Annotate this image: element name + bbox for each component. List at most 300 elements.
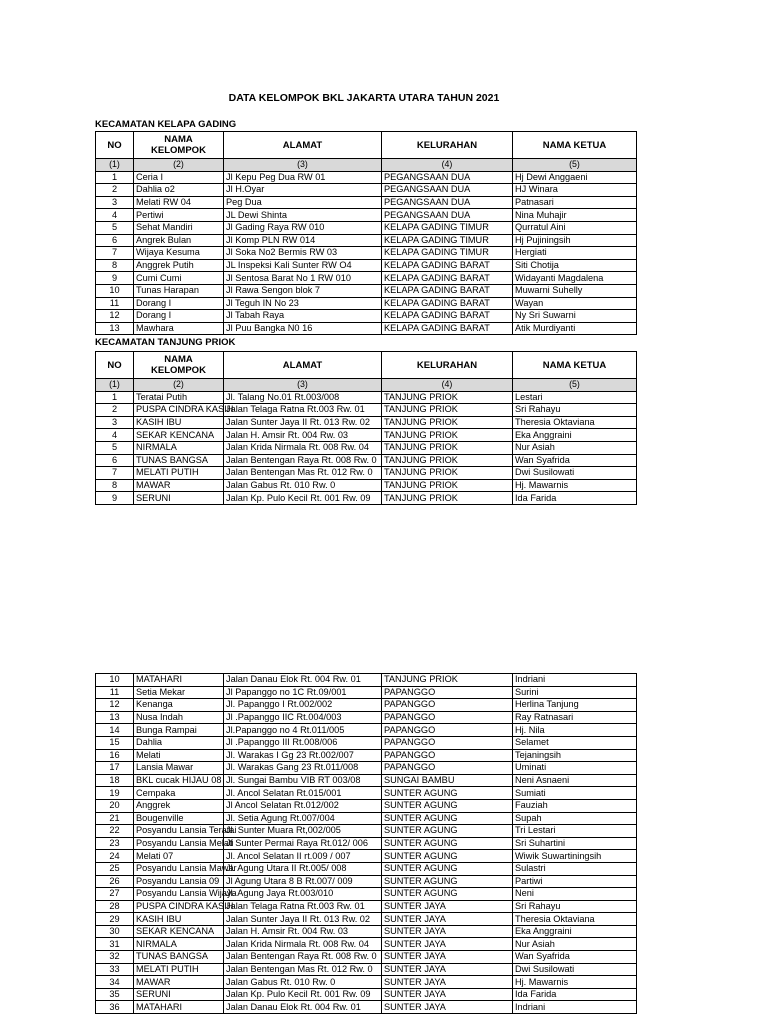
table-row (96, 913, 637, 926)
table-cell: KASIH IBU (134, 913, 224, 926)
table-row (96, 736, 637, 749)
table-cell: HJ Winara (513, 184, 637, 197)
table-cell: Surini (513, 686, 637, 699)
table-cell: PEGANGSAAN DUA (382, 196, 513, 209)
table-cell: 15 (96, 736, 134, 749)
table-cell: Neni (513, 888, 637, 901)
column-index: (3) (224, 379, 382, 392)
table-cell: SUNTER AGUNG (382, 787, 513, 800)
table-cell: 34 (96, 976, 134, 989)
table-cell: 7 (96, 247, 134, 260)
table-cell: SEKAR KENCANA (134, 925, 224, 938)
table-cell: Jl .Papanggo IIC Rt.004/003 (224, 711, 382, 724)
table-cell: Angrek Bulan (134, 234, 224, 247)
table-row (96, 247, 637, 260)
table-cell: 17 (96, 762, 134, 775)
table-cell: Jl H.Oyar (224, 184, 382, 197)
table-cell: MAWAR (134, 479, 224, 492)
column-index: (1) (96, 159, 134, 172)
table-row (96, 976, 637, 989)
table-row (96, 862, 637, 875)
table-row (96, 925, 637, 938)
table-cell: Tunas Harapan (134, 284, 224, 297)
table-cell: SUNTER JAYA (382, 951, 513, 964)
section-title-tanjung-priok: KECAMATAN TANJUNG PRIOK (95, 337, 236, 348)
table-cell: Jl Puu Bangka N0 16 (224, 322, 382, 335)
table-cell: Jl .Papanggo III Rt.008/006 (224, 736, 382, 749)
table-cell: PAPANGGO (382, 686, 513, 699)
table-cell: Selamet (513, 736, 637, 749)
table-cell: TUNAS BANGSA (134, 951, 224, 964)
table-cell: KELAPA GADING BARAT (382, 259, 513, 272)
table-cell: TANJUNG PRIOK (382, 404, 513, 417)
table-cell: KELAPA GADING TIMUR (382, 221, 513, 234)
table-cell: Supah (513, 812, 637, 825)
table-row (96, 686, 637, 699)
table-cell: SEKAR KENCANA (134, 429, 224, 442)
table-cell: Hergiati (513, 247, 637, 260)
table-cell: Dahlia (134, 736, 224, 749)
table-row (96, 272, 637, 285)
table-row (96, 184, 637, 197)
table-cell: 36 (96, 1001, 134, 1014)
table-cell: Jalan Kp. Pulo Kecil Rt. 001 Rw. 09 (224, 988, 382, 1001)
table-cell: Partiwi (513, 875, 637, 888)
table-cell: 4 (96, 429, 134, 442)
table-cell: Jl. Talang No.01 Rt.003/008 (224, 391, 382, 404)
table-cell: 10 (96, 284, 134, 297)
table-cell: PUSPA CINDRA KASIH (134, 404, 224, 417)
table-cell: 25 (96, 862, 134, 875)
table-cell: TANJUNG PRIOK (382, 416, 513, 429)
table-cell: Widayanti Magdalena (513, 272, 637, 285)
table-cell: KELAPA GADING BARAT (382, 272, 513, 285)
table-row (96, 310, 637, 323)
tanjung-priok-table (95, 351, 637, 505)
table-cell: Jl Sunter Permai Raya Rt.012/ 006 (224, 837, 382, 850)
table-cell: Jl Kepu Peg Dua RW 01 (224, 171, 382, 184)
table-row (96, 938, 637, 951)
table-cell: Jl. Warakas Gang 23 Rt.011/008 (224, 762, 382, 775)
table-cell: 2 (96, 184, 134, 197)
table-cell: 6 (96, 234, 134, 247)
table-row (96, 988, 637, 1001)
table-cell: Teratai Putih (134, 391, 224, 404)
table-cell: 5 (96, 221, 134, 234)
table-cell: SUNTER AGUNG (382, 850, 513, 863)
table-row (96, 492, 637, 505)
table-cell: 4 (96, 209, 134, 222)
table-cell: Jl. Ancol Selatan Rt.015/001 (224, 787, 382, 800)
table-cell: 30 (96, 925, 134, 938)
table-cell: KELAPA GADING BARAT (382, 322, 513, 335)
column-header: NO (96, 352, 134, 379)
table-cell: 28 (96, 900, 134, 913)
table-cell: Ceria I (134, 171, 224, 184)
table-cell: Jalan H. Amsir Rt. 004 Rw. 03 (224, 429, 382, 442)
table-row (96, 837, 637, 850)
table-cell: 35 (96, 988, 134, 1001)
table-cell: 12 (96, 310, 134, 323)
table-cell: KASIH IBU (134, 416, 224, 429)
table-cell: Jl Gading Raya RW 010 (224, 221, 382, 234)
table-cell: TANJUNG PRIOK (382, 674, 513, 687)
column-index: (2) (134, 159, 224, 172)
table-cell: Dahlia o2 (134, 184, 224, 197)
table-cell: Indriani (513, 674, 637, 687)
table-cell: 29 (96, 913, 134, 926)
table-cell: PAPANGGO (382, 749, 513, 762)
table-cell: Sumiati (513, 787, 637, 800)
table-cell: 26 (96, 875, 134, 888)
table-row (96, 322, 637, 335)
table-cell: KELAPA GADING TIMUR (382, 247, 513, 260)
table-cell: SUNTER JAYA (382, 1001, 513, 1014)
table-row (96, 297, 637, 310)
table-cell: NIRMALA (134, 441, 224, 454)
table-cell: Dwi Susilowati (513, 963, 637, 976)
table-cell: Cumi Cumi (134, 272, 224, 285)
table-cell: SUNTER JAYA (382, 913, 513, 926)
table-cell: Nur Asiah (513, 938, 637, 951)
table-cell: 1 (96, 171, 134, 184)
table-cell: Jl. Agung Utara II Rt.005/ 008 (224, 862, 382, 875)
table-cell: BKL cucak HIJAU 08 (134, 774, 224, 787)
table-cell: Posyandu Lansia Wijaya (134, 888, 224, 901)
table-cell: Wiwik Suwartiningsih (513, 850, 637, 863)
table-cell: Sri Rahayu (513, 900, 637, 913)
table-cell: Eka Anggraini (513, 925, 637, 938)
table-cell: Jl Tabah Raya (224, 310, 382, 323)
table-cell: Ray Ratnasari (513, 711, 637, 724)
table-cell: TANJUNG PRIOK (382, 467, 513, 480)
table-cell: Wan Syafrida (513, 951, 637, 964)
table-cell: Fauziah (513, 799, 637, 812)
table-cell: Hj Dewi Anggaeni (513, 171, 637, 184)
column-index: (4) (382, 379, 513, 392)
table-cell: Jl. Papanggo I Rt.002/002 (224, 699, 382, 712)
table-cell: Kenanga (134, 699, 224, 712)
table-cell: 3 (96, 416, 134, 429)
table-cell: 12 (96, 699, 134, 712)
table-cell: Posyandu Lansia Teratai (134, 825, 224, 838)
table-cell: SUNTER JAYA (382, 963, 513, 976)
table-cell: Mawhara (134, 322, 224, 335)
table-row (96, 171, 637, 184)
table-cell: Herlina Tanjung (513, 699, 637, 712)
table-cell: PAPANGGO (382, 762, 513, 775)
table-cell: SUNGAI BAMBU (382, 774, 513, 787)
table-cell: Bunga Rampai (134, 724, 224, 737)
table-row (96, 221, 637, 234)
table-row (96, 951, 637, 964)
document-title: DATA KELOMPOK BKL JAKARTA UTARA TAHUN 2021 (228, 92, 500, 104)
table-cell: PAPANGGO (382, 711, 513, 724)
table-cell: 1 (96, 391, 134, 404)
table-cell: 32 (96, 951, 134, 964)
table-cell: KELAPA GADING BARAT (382, 297, 513, 310)
column-header: NAMA KETUA (513, 352, 637, 379)
table-cell: MELATI PUTIH (134, 467, 224, 480)
table-cell: 11 (96, 297, 134, 310)
table-row (96, 209, 637, 222)
table-cell: PEGANGSAAN DUA (382, 184, 513, 197)
column-index: (5) (513, 159, 637, 172)
table-cell: Tejaningsih (513, 749, 637, 762)
table-row (96, 888, 637, 901)
table-row (96, 391, 637, 404)
table-cell: 9 (96, 272, 134, 285)
table-row (96, 467, 637, 480)
table-cell: Jalan Gabus Rt. 010 Rw. 0 (224, 976, 382, 989)
table-row (96, 774, 637, 787)
table-cell: Jl. Setia Agung Rt.007/004 (224, 812, 382, 825)
table-cell: TANJUNG PRIOK (382, 479, 513, 492)
column-index: (3) (224, 159, 382, 172)
table-row (96, 479, 637, 492)
table-row (96, 799, 637, 812)
column-index: (1) (96, 379, 134, 392)
table-cell: Hj Pujiningsih (513, 234, 637, 247)
table-cell: Peg Dua (224, 196, 382, 209)
table-cell: Jalan Sunter Jaya II Rt. 013 Rw. 02 (224, 913, 382, 926)
table-cell: 19 (96, 787, 134, 800)
table-cell: Nusa Indah (134, 711, 224, 724)
table-cell: SUNTER JAYA (382, 938, 513, 951)
table-cell: Jl Ancol Selatan Rt.012/002 (224, 799, 382, 812)
column-index: (2) (134, 379, 224, 392)
table-cell: Tri Lestari (513, 825, 637, 838)
table-row (96, 284, 637, 297)
table-cell: Nina Muhajir (513, 209, 637, 222)
table-cell: Nur Asiah (513, 441, 637, 454)
table-cell: KELAPA GADING BARAT (382, 284, 513, 297)
table-cell: 9 (96, 492, 134, 505)
table-cell: Jalan Sunter Jaya II Rt. 013 Rw. 02 (224, 416, 382, 429)
table-cell: Setia Mekar (134, 686, 224, 699)
column-index: (5) (513, 379, 637, 392)
column-header: NAMA KELOMPOK (134, 352, 224, 379)
table-cell: 27 (96, 888, 134, 901)
table-row (96, 963, 637, 976)
table-cell: Patnasari (513, 196, 637, 209)
table-cell: Ida Farida (513, 492, 637, 505)
table-cell: SUNTER AGUNG (382, 837, 513, 850)
table-row (96, 850, 637, 863)
table-cell: Siti Chotija (513, 259, 637, 272)
table-cell: 23 (96, 837, 134, 850)
table-cell: PEGANGSAAN DUA (382, 171, 513, 184)
table-cell: SUNTER AGUNG (382, 812, 513, 825)
table-cell: Sehat Mandiri (134, 221, 224, 234)
table-cell: Bougenville (134, 812, 224, 825)
kelapa-gading-table (95, 131, 637, 335)
table-cell: 22 (96, 825, 134, 838)
table-cell: 5 (96, 441, 134, 454)
table-cell: Uminati (513, 762, 637, 775)
table-cell: Eka Anggraini (513, 429, 637, 442)
column-header: ALAMAT (224, 132, 382, 159)
table-cell: PAPANGGO (382, 699, 513, 712)
table-cell: 18 (96, 774, 134, 787)
table-cell: MELATI PUTIH (134, 963, 224, 976)
table-cell: Posyandu Lansia 09 (134, 875, 224, 888)
table-cell: SUNTER AGUNG (382, 888, 513, 901)
table-cell: Jalan Bentengan Raya Rt. 008 Rw. 0 (224, 454, 382, 467)
table-cell: NIRMALA (134, 938, 224, 951)
table-cell: Jl. Ancol Selatan II rt.009 / 007 (224, 850, 382, 863)
table-cell: SUNTER JAYA (382, 988, 513, 1001)
table-row (96, 234, 637, 247)
table-cell: 6 (96, 454, 134, 467)
table-cell: Sri Rahayu (513, 404, 637, 417)
table-cell: 20 (96, 799, 134, 812)
table-header-row (96, 132, 637, 159)
table-cell: Jalan Bentengan Raya Rt. 008 Rw. 0 (224, 951, 382, 964)
continuation-table (95, 673, 637, 1014)
table-cell: Melati 07 (134, 850, 224, 863)
table-cell: Posyandu Lansia Melati (134, 837, 224, 850)
table-cell: 7 (96, 467, 134, 480)
table-cell: Muwarni Suhelly (513, 284, 637, 297)
table-cell: Qurratul Aini (513, 221, 637, 234)
table-cell: Jalan Telaga Ratna Rt.003 Rw. 01 (224, 404, 382, 417)
table-cell: PAPANGGO (382, 736, 513, 749)
table-cell: Dwi Susilowati (513, 467, 637, 480)
table-cell: Melati (134, 749, 224, 762)
table-cell: Jl.Papanggo no 4 Rt.011/005 (224, 724, 382, 737)
table-row (96, 429, 637, 442)
table-cell: Lansia Mawar (134, 762, 224, 775)
table-cell: Sri Suhartini (513, 837, 637, 850)
table-cell: Hj. Nila (513, 724, 637, 737)
table-row (96, 711, 637, 724)
table-cell: Posyandu Lansia Mawar (134, 862, 224, 875)
table-cell: Sulastri (513, 862, 637, 875)
table-cell: SUNTER JAYA (382, 976, 513, 989)
table-cell: Lestari (513, 391, 637, 404)
table-cell: Jalan Bentengan Mas Rt. 012 Rw. 0 (224, 963, 382, 976)
table-row (96, 724, 637, 737)
table-cell: Anggrek Putih (134, 259, 224, 272)
table-row (96, 259, 637, 272)
table-cell: PUSPA CINDRA KASIH (134, 900, 224, 913)
table-cell: 11 (96, 686, 134, 699)
table-cell: Jl Agung Utara 8 B Rt.007/ 009 (224, 875, 382, 888)
table-cell: 14 (96, 724, 134, 737)
table-cell: KELAPA GADING BARAT (382, 310, 513, 323)
table-cell: JL Inspeksi Kali Sunter RW O4 (224, 259, 382, 272)
table-cell: TUNAS BANGSA (134, 454, 224, 467)
column-header: KELURAHAN (382, 132, 513, 159)
table-cell: Anggrek (134, 799, 224, 812)
table-cell: Theresia Oktaviana (513, 416, 637, 429)
table-cell: Ida Farida (513, 988, 637, 1001)
table-cell: Indriani (513, 1001, 637, 1014)
table-row (96, 454, 637, 467)
table-row (96, 699, 637, 712)
table-cell: Neni Asnaeni (513, 774, 637, 787)
table-cell: Hj. Mawarnis (513, 479, 637, 492)
table-cell: SUNTER JAYA (382, 900, 513, 913)
table-cell: Jalan H. Amsir Rt. 004 Rw. 03 (224, 925, 382, 938)
table-cell: Jl Teguh IN No 23 (224, 297, 382, 310)
table-cell: 8 (96, 479, 134, 492)
table-cell: SUNTER AGUNG (382, 799, 513, 812)
table-row (96, 404, 637, 417)
table-cell: Jl Papanggo no 1C Rt.09/001 (224, 686, 382, 699)
table-cell: Ny Sri Suwarni (513, 310, 637, 323)
table-cell: Jalan Kp. Pulo Kecil Rt. 001 Rw. 09 (224, 492, 382, 505)
table-cell: SUNTER AGUNG (382, 825, 513, 838)
table-cell: Wijaya Kesuma (134, 247, 224, 260)
table-cell: 24 (96, 850, 134, 863)
table-cell: TANJUNG PRIOK (382, 391, 513, 404)
table-cell: Jl Sentosa Barat No 1 RW 010 (224, 272, 382, 285)
table-cell: Hj. Mawarnis (513, 976, 637, 989)
table-cell: SUNTER AGUNG (382, 875, 513, 888)
table-cell: TANJUNG PRIOK (382, 429, 513, 442)
table-cell: 13 (96, 711, 134, 724)
table-cell: MATAHARI (134, 674, 224, 687)
table-cell: Jl Rawa Sengon blok 7 (224, 284, 382, 297)
table-cell: KELAPA GADING TIMUR (382, 234, 513, 247)
table-cell: 13 (96, 322, 134, 335)
table-row (96, 1001, 637, 1014)
table-row (96, 900, 637, 913)
column-index-row (96, 159, 637, 172)
table-cell: Jl Soka No2 Bermis RW 03 (224, 247, 382, 260)
table-cell: Theresia Oktaviana (513, 913, 637, 926)
column-header: NAMA KETUA (513, 132, 637, 159)
table-cell: Jl. Sungai Bambu VIB RT 003/08 (224, 774, 382, 787)
table-row (96, 762, 637, 775)
section-title-kelapa-gading: KECAMATAN KELAPA GADING (95, 119, 237, 130)
column-index: (4) (382, 159, 513, 172)
table-cell: Cempaka (134, 787, 224, 800)
table-cell: JL Dewi Shinta (224, 209, 382, 222)
table-cell: Wan Syafrida (513, 454, 637, 467)
table-cell: Dorang I (134, 310, 224, 323)
table-cell: Jalan Danau Elok Rt. 004 Rw. 01 (224, 674, 382, 687)
table-cell: Jl Komp PLN RW 014 (224, 234, 382, 247)
column-header: KELURAHAN (382, 352, 513, 379)
table-cell: SUNTER AGUNG (382, 862, 513, 875)
table-row (96, 749, 637, 762)
table-cell: Jl. Warakas I Gg 23 Rt.002/007 (224, 749, 382, 762)
table-cell: Jalan Krida Nirmala Rt. 008 Rw. 04 (224, 938, 382, 951)
table-cell: PAPANGGO (382, 724, 513, 737)
table-cell: MATAHARI (134, 1001, 224, 1014)
table-cell: Pertiwi (134, 209, 224, 222)
table-row (96, 787, 637, 800)
table-cell: PEGANGSAAN DUA (382, 209, 513, 222)
table-cell: 3 (96, 196, 134, 209)
table-cell: Melati RW 04 (134, 196, 224, 209)
table-cell: TANJUNG PRIOK (382, 454, 513, 467)
table-cell: 10 (96, 674, 134, 687)
table-cell: 2 (96, 404, 134, 417)
table-header-row (96, 352, 637, 379)
table-cell: 8 (96, 259, 134, 272)
table-row (96, 812, 637, 825)
column-header: ALAMAT (224, 352, 382, 379)
table-cell: SERUNI (134, 492, 224, 505)
table-cell: SUNTER JAYA (382, 925, 513, 938)
table-cell: Jalan Krida Nirmala Rt. 008 Rw. 04 (224, 441, 382, 454)
table-cell: Jalan Bentengan Mas Rt. 012 Rw. 0 (224, 467, 382, 480)
table-cell: Atik Murdiyanti (513, 322, 637, 335)
